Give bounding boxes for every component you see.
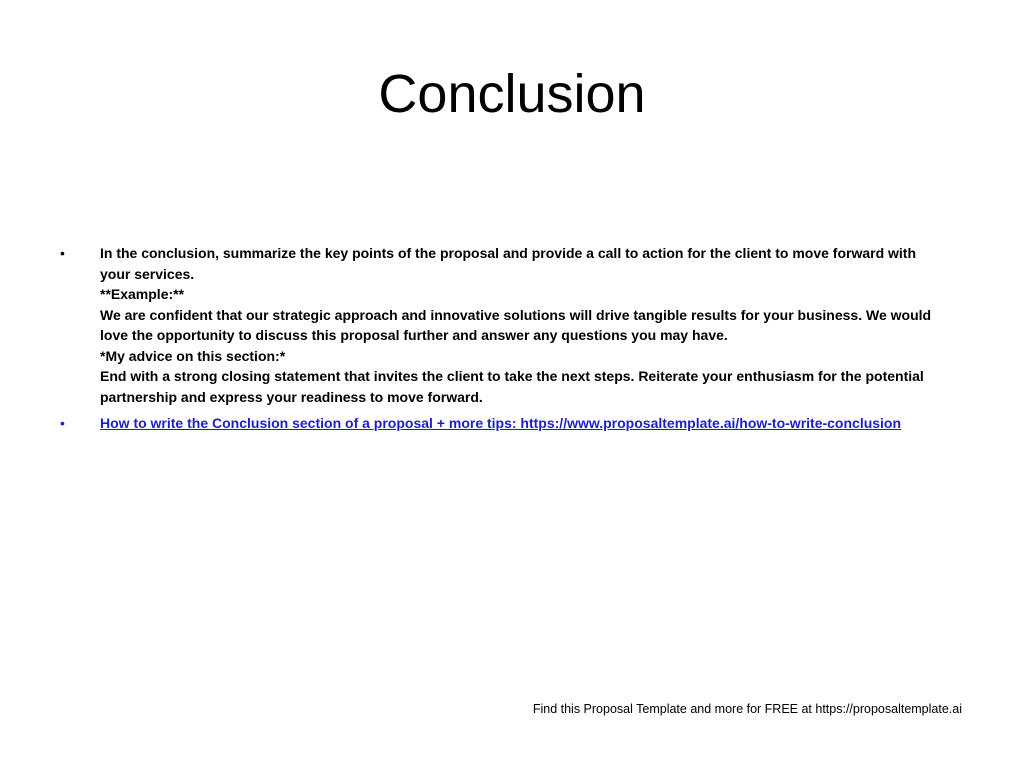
bullet-link (56, 413, 946, 434)
advice-text: End with a strong closing statement that invites the client to take the next steps. Reiterate your enthusiasm for the potential partnership and express your readiness to move forward. (100, 368, 924, 405)
bullet-main (56, 243, 946, 407)
example-heading: **Example:** (100, 286, 185, 302)
bullet-marker: • (60, 245, 65, 261)
advice-heading: *My advice on this section:* (100, 347, 286, 364)
example-text: We are confident that our strategic approach and innovative solutions will drive tangible results for your business. We would love the opportunity to discuss this proposal further and answer any questions you may have. (100, 306, 932, 343)
footer-text: Find this Proposal Template and more for FREE at https://proposaltemplate.ai (532, 702, 962, 716)
tips-link[interactable]: How to write the Conclusion section of a proposal + more tips: https://www.proposaltemplate.ai/how-to-write-conclusion (100, 415, 902, 431)
bullet-marker: • (60, 415, 65, 431)
slide-title: Conclusion (378, 64, 646, 124)
intro-text: In the conclusion, summarize the key points of the proposal and provide a call to action for the client to move forward with your services. (100, 245, 917, 282)
content-body (56, 243, 946, 440)
